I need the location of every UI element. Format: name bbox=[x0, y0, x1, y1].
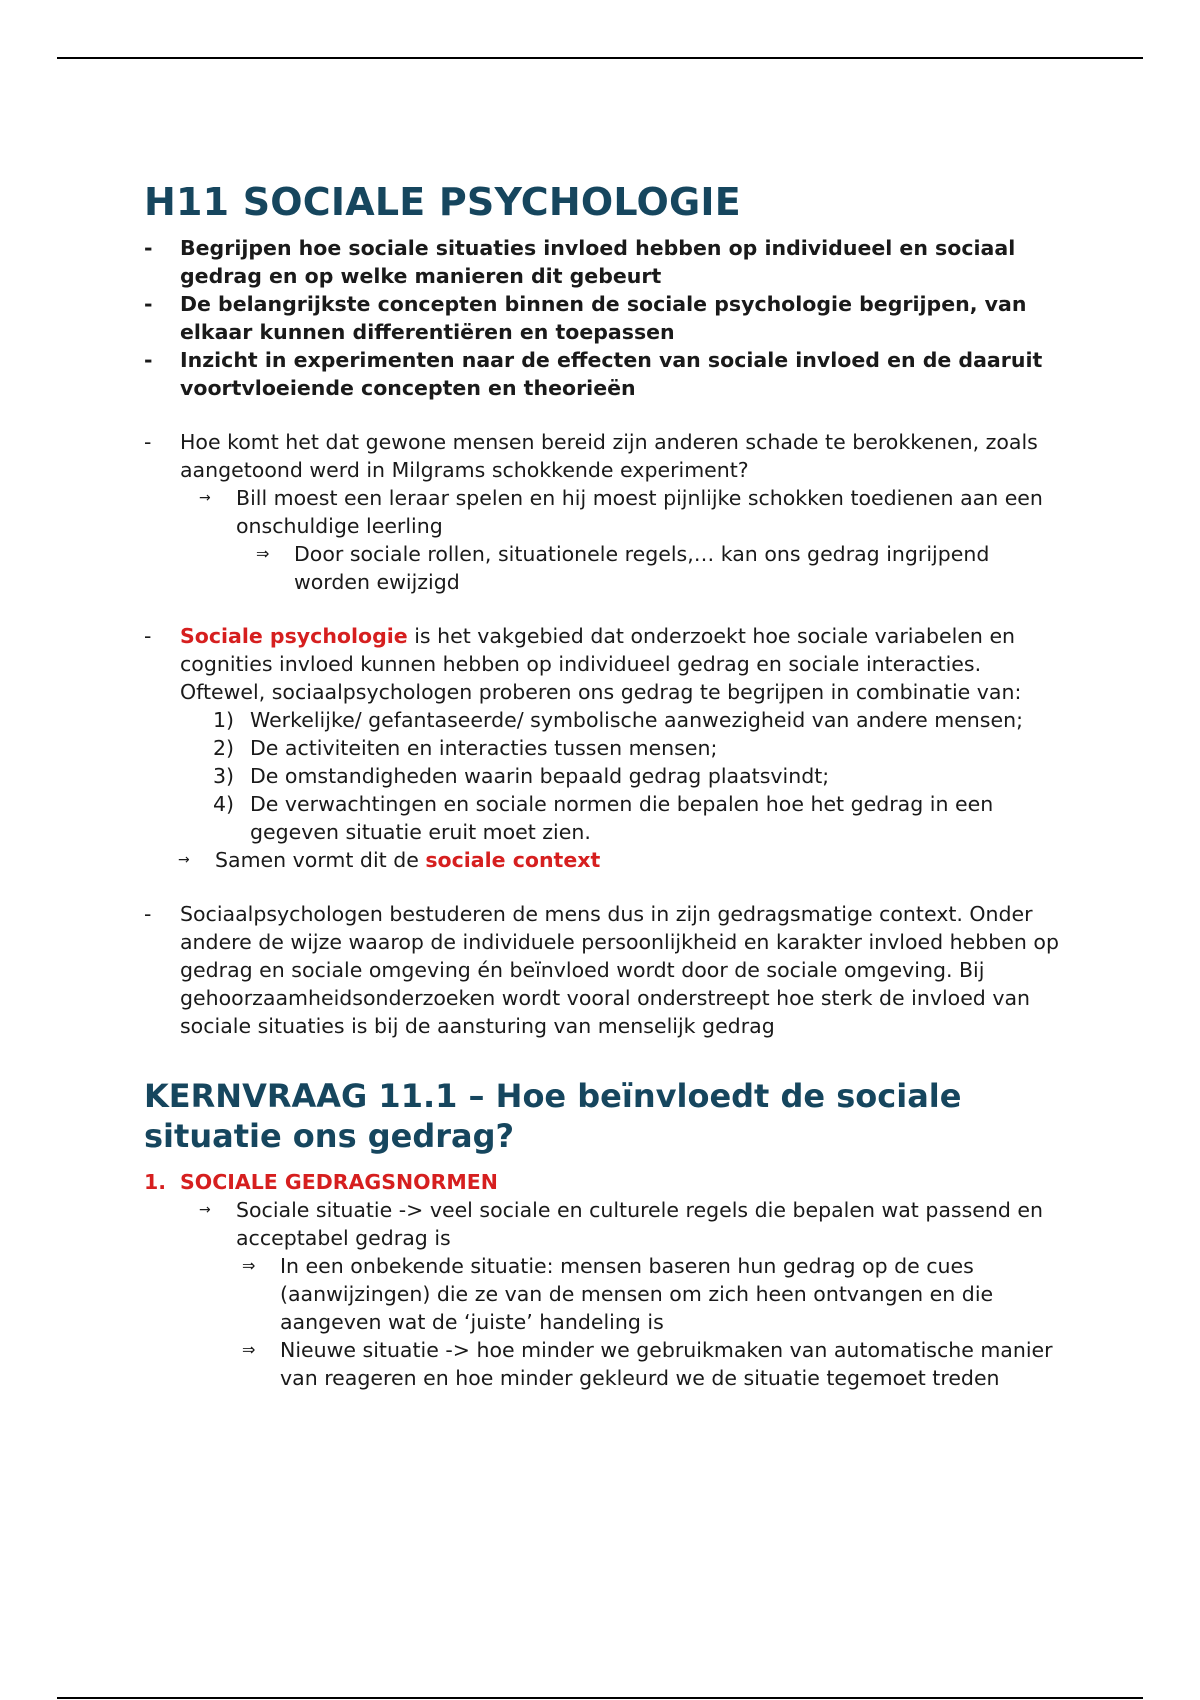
bullet-item bbox=[144, 622, 1064, 706]
arrow-text: Bill moest een leraar spelen en hij moest pijnlijke schokken toedienen aan een onschuldige leerling bbox=[236, 486, 1043, 538]
dash-marker: - bbox=[144, 292, 153, 316]
arrow-text-prefix: Samen vormt dit de bbox=[215, 848, 426, 872]
implies-item bbox=[144, 1252, 1064, 1336]
section-heading bbox=[144, 1168, 1064, 1196]
dash-marker: - bbox=[144, 624, 152, 648]
item-number: 1) bbox=[213, 708, 235, 732]
arrow-icon: → bbox=[178, 852, 190, 868]
item-text: De verwachtingen en sociale normen die bepalen hoe het gedrag in een gegeven situatie eruit moet zien. bbox=[250, 792, 994, 844]
goal-item bbox=[144, 346, 1064, 402]
implies-text: Nieuwe situatie -> hoe minder we gebruikmaken van automatische manier van reageren en hoe minder gekleurd we de situatie tegemoet treden bbox=[280, 1338, 1053, 1390]
dash-marker: - bbox=[144, 348, 153, 372]
document-body bbox=[144, 178, 1064, 1392]
implies-arrow-icon: ⇒ bbox=[256, 544, 270, 563]
arrow-item bbox=[144, 1196, 1064, 1252]
implies-item bbox=[144, 540, 1064, 596]
section-number: 1. bbox=[144, 1170, 167, 1194]
bullet-text bbox=[144, 622, 1064, 706]
bullet-text-rest: is het vakgebied dat onderzoekt hoe sociale variabelen en cognities invloed kunnen hebben op individueel gedrag en sociale interacties. Oftewel, sociaalpsychologen proberen ons gedrag te begrijpen in combinatie van: bbox=[180, 624, 1022, 704]
goal-text: Inzicht in experimenten naar de effecten van sociale invloed en de daaruit voortvloeiende concepten en theorieën bbox=[180, 348, 1043, 400]
numbered-item bbox=[144, 790, 1064, 846]
footer-rule bbox=[57, 1697, 1143, 1699]
item-number: 3) bbox=[213, 764, 235, 788]
header-rule bbox=[57, 57, 1143, 59]
kernvraag-heading: KERNVRAAG 11.1 – Hoe beïnvloedt de sociale situatie ons gedrag? bbox=[144, 1077, 962, 1155]
arrow-text: Sociale situatie -> veel sociale en culturele regels die bepalen wat passend en acceptabel gedrag is bbox=[236, 1198, 1044, 1250]
goal-item bbox=[144, 234, 1064, 290]
key-term: Sociale psychologie bbox=[180, 624, 408, 648]
key-term: sociale context bbox=[425, 848, 601, 872]
numbered-item bbox=[144, 734, 1064, 762]
section-title: SOCIALE GEDRAGSNORMEN bbox=[180, 1170, 498, 1194]
implies-item bbox=[144, 1336, 1064, 1392]
arrow-item bbox=[144, 846, 1064, 874]
goal-item bbox=[144, 290, 1064, 346]
item-number: 2) bbox=[213, 736, 235, 760]
dash-marker: - bbox=[144, 902, 152, 926]
arrow-text bbox=[144, 846, 1064, 874]
dash-marker: - bbox=[144, 236, 153, 260]
page-title: H11 SOCIALE PSYCHOLOGIE bbox=[144, 180, 741, 224]
item-text: De activiteiten en interacties tussen mensen; bbox=[250, 736, 718, 760]
implies-text: In een onbekende situatie: mensen baseren hun gedrag op de cues (aanwijzingen) die ze van de mensen om zich heen ontvangen en die aangeven wat de ‘juiste’ handeling is bbox=[280, 1254, 994, 1334]
arrow-icon: → bbox=[199, 1202, 211, 1218]
goal-text: Begrijpen hoe sociale situaties invloed hebben op individueel en sociaal gedrag en op welke manieren dit gebeurt bbox=[180, 236, 1016, 288]
bullet-item bbox=[144, 900, 1064, 1040]
bullet-text: Sociaalpsychologen bestuderen de mens dus in zijn gedragsmatige context. Onder andere de wijze waarop de individuele persoonlijkheid en karakter invloed hebben op gedrag en sociale omgeving én beïnvloed wordt door de sociale omgeving. Bij gehoorzaamheidsonderzoeken wordt vooral onderstreept hoe sterk de invloed van sociale situaties is bij de aansturing van menselijk gedrag bbox=[180, 902, 1059, 1038]
item-number: 4) bbox=[213, 792, 235, 816]
arrow-item bbox=[144, 484, 1064, 540]
dash-marker: - bbox=[144, 430, 152, 454]
implies-text: Door sociale rollen, situationele regels,… kan ons gedrag ingrijpend worden ewijzigd bbox=[294, 542, 990, 594]
numbered-item bbox=[144, 762, 1064, 790]
bullet-text: Hoe komt het dat gewone mensen bereid zijn anderen schade te berokkenen, zoals aangetoond werd in Milgrams schokkende experiment? bbox=[180, 430, 1038, 482]
implies-arrow-icon: ⇒ bbox=[242, 1340, 256, 1359]
item-text: De omstandigheden waarin bepaald gedrag plaatsvindt; bbox=[250, 764, 830, 788]
goal-text: De belangrijkste concepten binnen de sociale psychologie begrijpen, van elkaar kunnen differentiëren en toepassen bbox=[180, 292, 1027, 344]
implies-arrow-icon: ⇒ bbox=[242, 1256, 256, 1275]
arrow-icon: → bbox=[199, 490, 211, 506]
numbered-item bbox=[144, 706, 1064, 734]
bullet-item bbox=[144, 428, 1064, 484]
item-text: Werkelijke/ gefantaseerde/ symbolische aanwezigheid van andere mensen; bbox=[250, 708, 1023, 732]
